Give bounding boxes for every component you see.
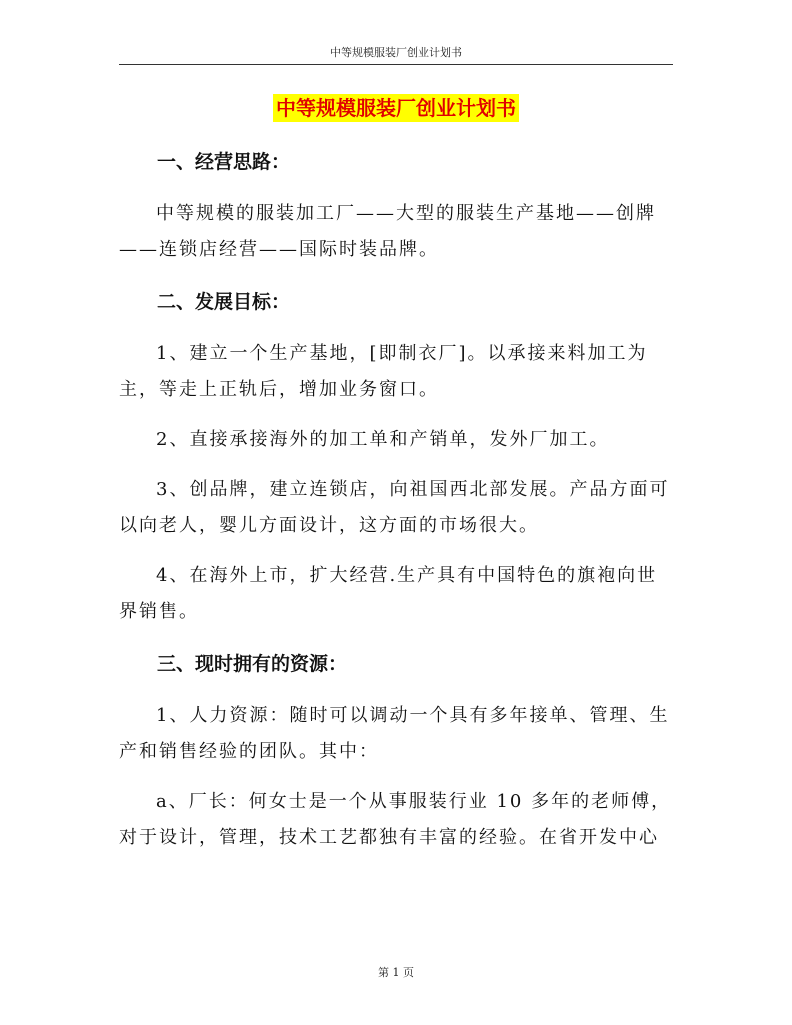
paragraph: 3、创品牌，建立连锁店，向祖国西北部发展。产品方面可以向老人，婴儿方面设计，这方面的市场很大。: [119, 479, 670, 536]
section-heading-current-resources: 三、现时拥有的资源：: [157, 653, 348, 675]
header-divider: [119, 64, 673, 65]
paragraph: 中等规模的服装加工厂——大型的服装生产基地——创牌——连锁店经营——国际时装品牌。: [119, 203, 656, 260]
paragraph: 1、建立一个生产基地，[即制衣厂]。以承接来料加工为主，等走上正轨后，增加业务窗口。: [119, 343, 648, 400]
paragraph: 2、直接承接海外的加工单和产销单，发外厂加工。: [156, 429, 610, 450]
page-number: 第 1 页: [378, 966, 414, 979]
paragraph: a、厂长：何女士是一个从事服装行业 10 多年的老师傅，对于设计，管理，技术工艺都独有丰富的经验。在省开发中心: [119, 791, 672, 848]
section-heading-business-idea: 一、经营思路：: [157, 151, 291, 173]
running-header: 中等规模服装厂创业计划书: [330, 46, 462, 59]
document-title: 中等规模服装厂创业计划书: [273, 94, 519, 122]
title-container: [0, 94, 792, 122]
paragraph: 4、在海外上市，扩大经营.生产具有中国特色的旗袍向世界销售。: [119, 565, 658, 622]
paragraph: 1、人力资源：随时可以调动一个具有多年接单、管理、生产和销售经验的团队。其中：: [119, 705, 670, 762]
section-heading-development-goals: 二、发展目标：: [157, 291, 291, 313]
document-body: [119, 140, 673, 856]
